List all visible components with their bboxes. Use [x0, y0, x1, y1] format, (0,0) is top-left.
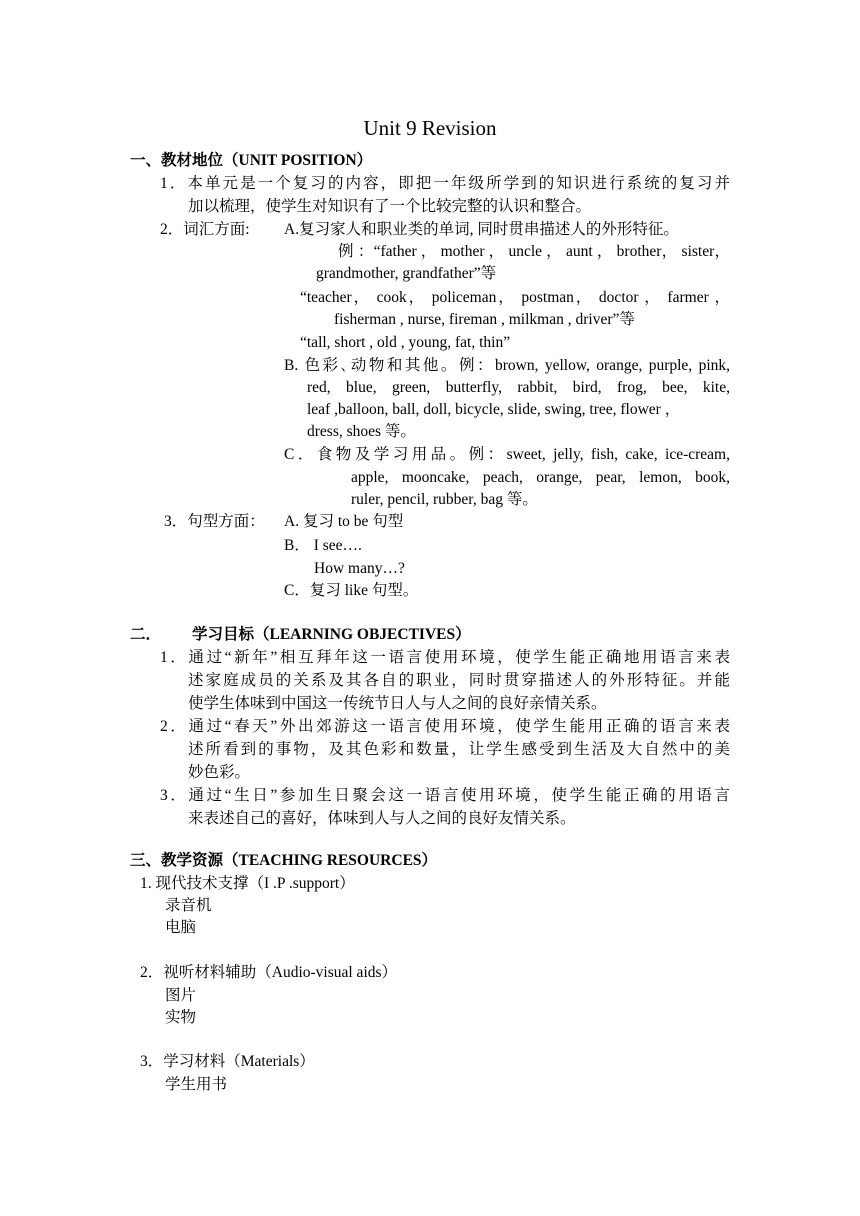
- section3-heading: 三、教学资源（TEACHING RESOURCES）: [130, 852, 438, 869]
- objective-line: 3．通过“生日”参加生日聚会这一语言使用环境，使学生能正确的用语言: [160, 787, 730, 804]
- vocab-b-line: red, blue, green, butterfly, rabbit, bird, frog, bee, kite,: [307, 379, 730, 396]
- objective-line: 妙色彩。: [188, 764, 251, 781]
- sentence-b: B． I see….: [284, 537, 362, 554]
- vocab-label: 2．词汇方面:: [160, 221, 250, 238]
- vocab-c-line: C．食物及学习用品。例：sweet, jelly, fish, cake, ice-cream,: [284, 446, 730, 463]
- resource-subitem: 电脑: [165, 919, 197, 936]
- objective-line: 1．通过“新年”相互拜年这一语言使用环境，使学生能正确地用语言来表: [160, 649, 730, 666]
- objective-line: 来表述自己的喜好，体味到人与人之间的良好友情关系。: [188, 810, 576, 827]
- section1-heading: 一、教材地位（UNIT POSITION）: [130, 152, 373, 169]
- vocab-b-line: B. 色彩､动物和其他。例：brown, yellow, orange, purple, pink,: [284, 357, 730, 374]
- objective-line: 使学生体味到中国这一传统节日人与人之间的良好亲情关系。: [188, 695, 607, 712]
- objective-line: 述家庭成员的关系及其各自的职业，同时贯穿描述人的外形特征。并能: [188, 672, 730, 689]
- objective-line: 2．通过“春天”外出郊游这一语言使用环境，使学生能用正确的语言来表: [160, 718, 730, 735]
- section2-heading: 学习目标（LEARNING OBJECTIVES）: [192, 626, 471, 643]
- sentence-c: C．复习 like 句型。: [284, 582, 419, 599]
- resource-subitem: 录音机: [165, 897, 212, 914]
- vocab-example-line: “teacher， cook， policeman， postman， doctor ， farmer ，: [300, 289, 730, 306]
- vocab-c-line: apple, mooncake, peach, orange, pear, lemon, book,: [351, 469, 730, 486]
- vocab-b-line: leaf ,balloon, ball, doll, bicycle, slide, swing, tree, flower ，: [307, 401, 681, 418]
- sentence-b2: How many…?: [314, 560, 405, 577]
- resource-subitem: 实物: [165, 1009, 197, 1026]
- sentence-a: A. 复习 to be 句型: [284, 513, 404, 530]
- resource-item: 3．学习材料（Materials）: [140, 1053, 315, 1070]
- section2-number: 二．: [130, 626, 162, 643]
- vocab-example-line: 例 ：“father ， mother ， uncle ， aunt ， brother， sister，: [338, 243, 730, 260]
- resource-subitem: 图片: [165, 987, 197, 1004]
- vocab-example-line: fisherman , nurse, fireman , milkman , driver”等: [334, 311, 635, 328]
- vocab-a: A.复习家人和职业类的单词, 同时贯串描述人的外形特征。: [284, 221, 679, 238]
- unit-position-line: 1．本单元是一个复习的内容，即把一年级所学到的知识进行系统的复习并: [160, 175, 730, 192]
- resource-subitem: 学生用书: [165, 1076, 228, 1093]
- document-title: Unit 9 Revision: [363, 116, 497, 140]
- resource-item: 2．视听材料辅助（Audio-visual aids）: [140, 964, 398, 981]
- sentence-label: 3．句型方面：: [164, 513, 265, 530]
- resource-item: 1. 现代技术支撑（I .P .support）: [140, 875, 355, 892]
- vocab-example-line: “tall, short , old , young, fat, thin”: [300, 334, 511, 351]
- vocab-example-line: grandmother, grandfather”等: [316, 265, 497, 282]
- vocab-c-line: ruler, pencil, rubber, bag 等。: [351, 491, 538, 508]
- unit-position-line: 加以梳理，使学生对知识有了一个比较完整的认识和整合。: [188, 198, 592, 215]
- vocab-b-line: dress, shoes 等。: [307, 423, 416, 440]
- objective-line: 述所看到的事物，及其色彩和数量，让学生感受到生活及大自然中的美: [188, 741, 730, 758]
